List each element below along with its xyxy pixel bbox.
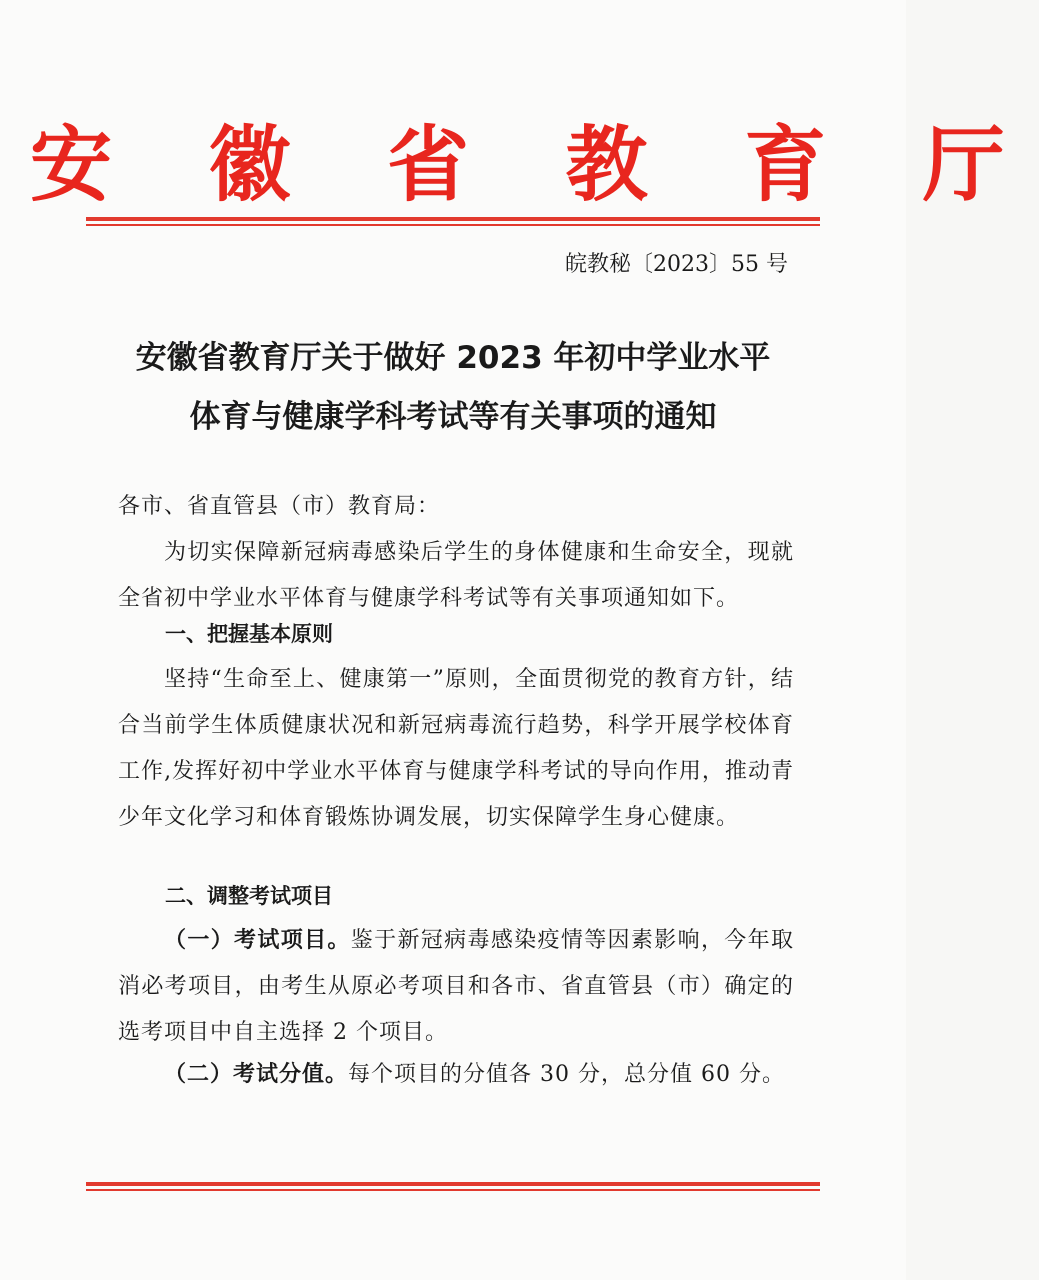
intro-paragraph: 为切实保障新冠病毒感染后学生的身体健康和生命安全，现就全省初中学业水平体育与健康学科考试等有关事项通知如下。 — [118, 540, 794, 611]
item-1-lead: （一）考试项目。 — [164, 928, 351, 953]
document-title-line-2: 体育与健康学科考试等有关事项的通知 — [189, 399, 717, 435]
section-2-item-2 — [118, 1052, 794, 1098]
item-1-body: 鉴于新冠病毒感染疫情等因素影响，今年取消必考项目，由考生从原必考项目和各市、省直管县（市）确定的选考项目中自主选择 2 个项目。 — [118, 928, 794, 1045]
section-2-item-1 — [118, 918, 794, 1056]
document-number: 皖教秘〔2023〕55 号 — [565, 252, 788, 277]
section-1-heading: 一、把握基本原则 — [165, 622, 333, 646]
section-2-heading: 二、调整考试项目 — [165, 884, 333, 908]
document-title-line-1: 安徽省教育厅关于做好 2023 年初中学业水平 — [135, 340, 771, 376]
section-1-body: 坚持“生命至上、健康第一”原则，全面贯彻党的教育方针，结合当前学生体质健康状况和新冠病毒流行趋势，科学开展学校体育工作,发挥好初中学业水平体育与健康学科考试的导向作用，推动青少年文化学习和体育锻炼协调发展，切实保障学生身心健康。 — [118, 667, 794, 830]
footer-divider — [86, 1182, 820, 1191]
header-divider — [86, 217, 820, 226]
item-2-body: 每个项目的分值各 30 分，总分值 60 分。 — [348, 1062, 785, 1087]
masthead-title: 安 徽 省 教 育 厅 — [30, 118, 1039, 213]
addressee: 各市、省直管县（市）教育局： — [118, 494, 441, 519]
item-2-lead: （二）考试分值。 — [164, 1062, 349, 1087]
